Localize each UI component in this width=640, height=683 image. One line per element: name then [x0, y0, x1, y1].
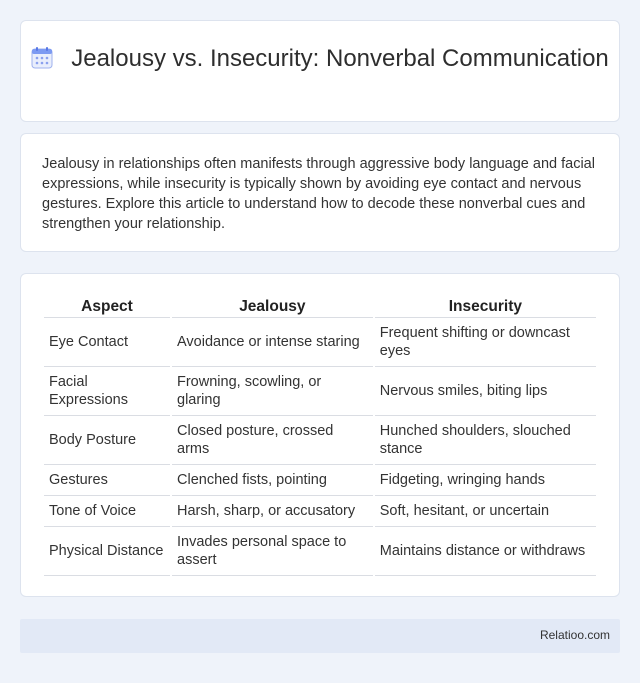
comparison-card	[20, 273, 620, 597]
page-title-wrap	[21, 44, 619, 74]
title-card	[20, 20, 620, 122]
table-row	[44, 318, 596, 367]
table-header-row	[44, 296, 596, 318]
insecurity-cell: Soft, hesitant, or uncertain	[375, 496, 596, 527]
table-row	[44, 527, 596, 576]
page-title: Jealousy vs. Insecurity: Nonverbal Communication	[71, 45, 609, 72]
jealousy-cell: Clenched fists, pointing	[172, 465, 373, 496]
header-jealousy: Jealousy	[172, 296, 373, 318]
header-aspect: Aspect	[44, 296, 170, 318]
insecurity-cell: Frequent shifting or downcast eyes	[375, 318, 596, 367]
jealousy-cell: Harsh, sharp, or accusatory	[172, 496, 373, 527]
table-row	[44, 465, 596, 496]
jealousy-cell: Closed posture, crossed arms	[172, 416, 373, 465]
aspect-cell: Body Posture	[44, 416, 170, 465]
header-insecurity: Insecurity	[375, 296, 596, 318]
insecurity-cell: Nervous smiles, biting lips	[375, 367, 596, 416]
jealousy-cell: Invades personal space to assert	[172, 527, 373, 576]
aspect-cell: Facial Expressions	[44, 367, 170, 416]
intro-paragraph: Jealousy in relationships often manifests through aggressive body language and facial expressions, while insecurity is typically shown by avoiding eye contact and nervous gestures. Explore this article to understand how to decode these nonverbal cues and strengthen your relationship.	[42, 156, 595, 232]
table-row	[44, 367, 596, 416]
intro-card	[20, 133, 620, 252]
calendar-icon	[31, 47, 53, 69]
footer-bar	[20, 619, 620, 653]
aspect-cell: Eye Contact	[44, 318, 170, 367]
aspect-cell: Tone of Voice	[44, 496, 170, 527]
aspect-cell: Physical Distance	[44, 527, 170, 576]
insecurity-cell: Fidgeting, wringing hands	[375, 465, 596, 496]
insecurity-cell: Hunched shoulders, slouched stance	[375, 416, 596, 465]
footer-brand: Relatioo.com	[539, 628, 610, 642]
insecurity-cell: Maintains distance or withdraws	[375, 527, 596, 576]
table-row	[44, 416, 596, 465]
jealousy-cell: Avoidance or intense staring	[172, 318, 373, 367]
jealousy-cell: Frowning, scowling, or glaring	[172, 367, 373, 416]
table-row	[44, 496, 596, 527]
aspect-cell: Gestures	[44, 465, 170, 496]
comparison-table	[42, 296, 598, 576]
